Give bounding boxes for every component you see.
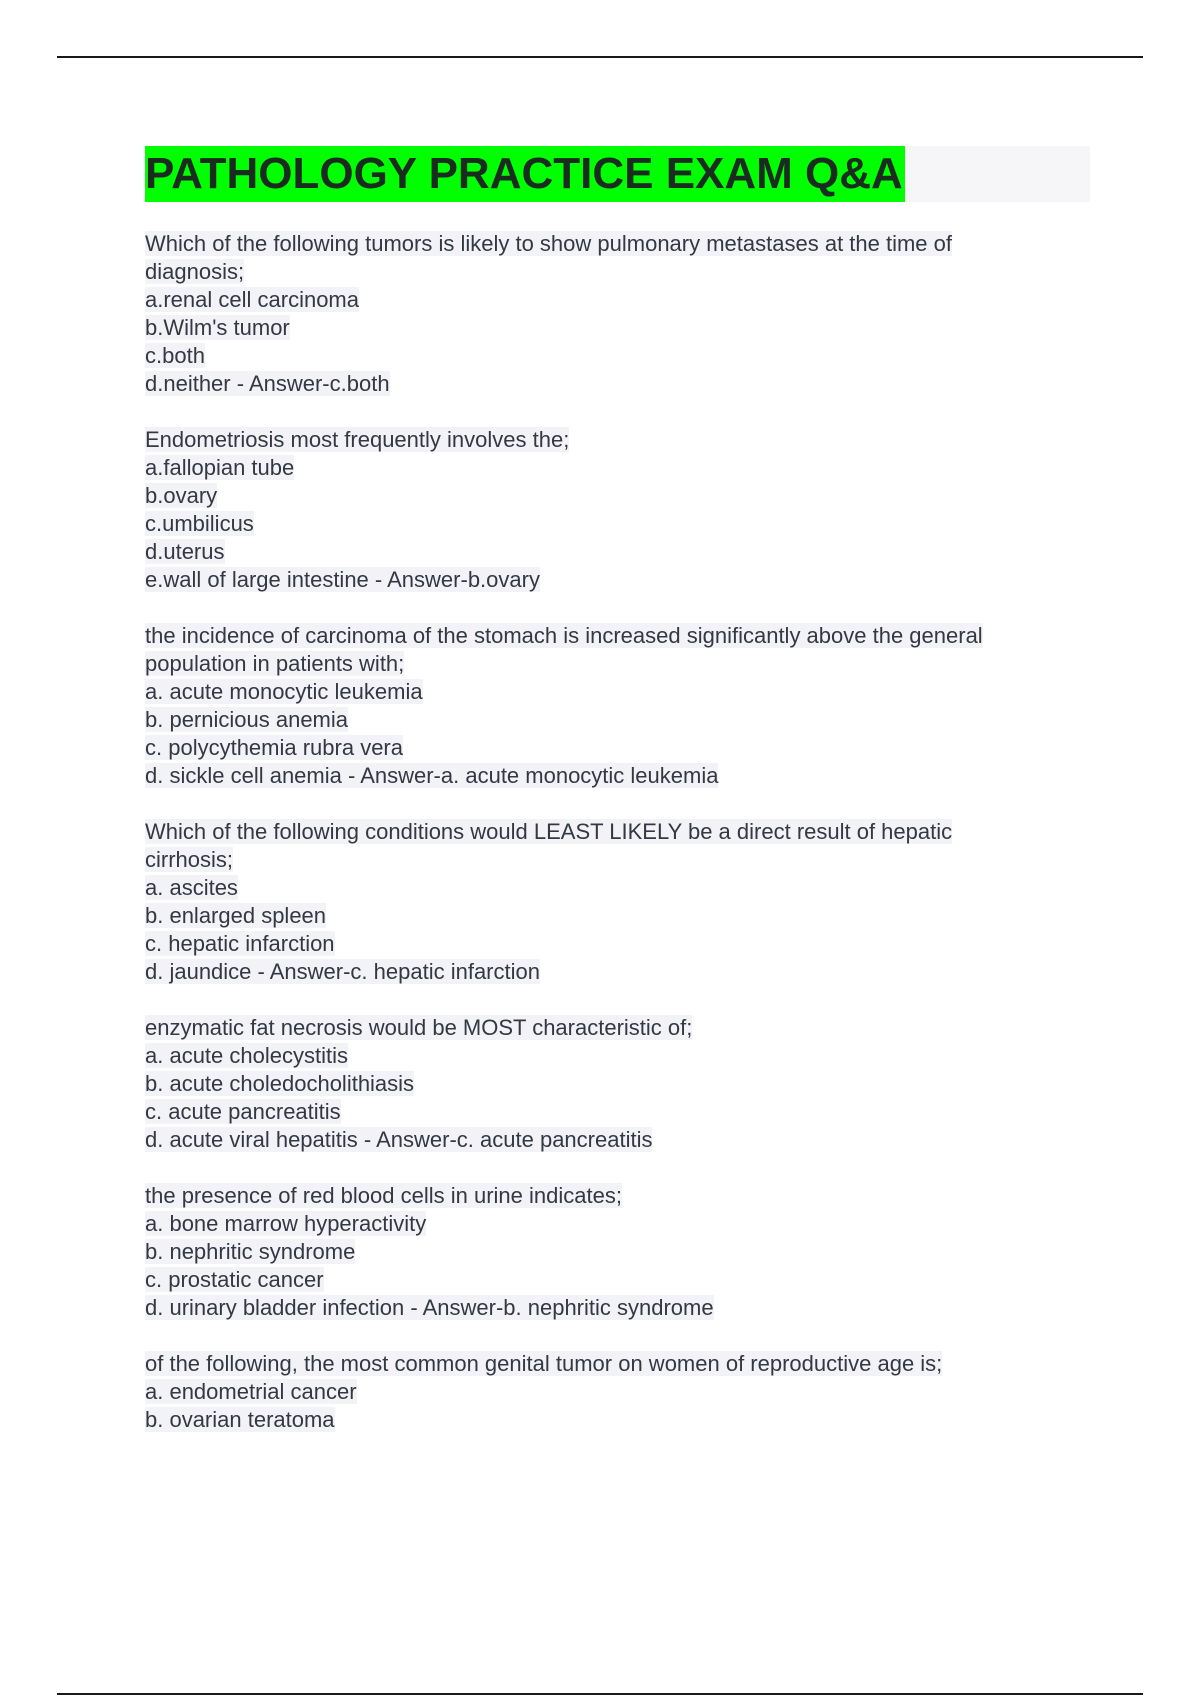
question-text: the presence of red blood cells in urine indicates; — [145, 1183, 622, 1208]
answer-option: b. ovarian teratoma — [145, 1407, 335, 1432]
question-text: diagnosis; — [145, 259, 245, 284]
answer-option: a. acute cholecystitis — [145, 1043, 348, 1068]
answer-option: a. acute monocytic leukemia — [145, 679, 423, 704]
answer-option: b. enlarged spleen — [145, 903, 327, 928]
answer-option: a.renal cell carcinoma — [145, 287, 359, 312]
top-rule — [57, 56, 1143, 58]
answer-option: b.ovary — [145, 483, 218, 508]
answer-option: a.fallopian tube — [145, 455, 295, 480]
answer-option: c.umbilicus — [145, 511, 254, 536]
question-text: population in patients with; — [145, 651, 405, 676]
question-text: enzymatic fat necrosis would be MOST characteristic of; — [145, 1015, 693, 1040]
question-block-5 — [145, 1014, 1090, 1154]
question-block-6 — [145, 1182, 1090, 1322]
answer-option: c. hepatic infarction — [145, 931, 335, 956]
answer-option: c.both — [145, 343, 205, 368]
answer-option: c. prostatic cancer — [145, 1267, 324, 1292]
answer-option: b. acute choledocholithiasis — [145, 1071, 415, 1096]
bottom-rule — [57, 1693, 1143, 1695]
answer-option: b. pernicious anemia — [145, 707, 349, 732]
answer-option: c. acute pancreatitis — [145, 1099, 341, 1124]
question-text: cirrhosis; — [145, 847, 234, 872]
question-text: Which of the following conditions would LEAST LIKELY be a direct result of hepatic — [145, 819, 953, 844]
question-block-4 — [145, 818, 1090, 986]
answer-option: a. endometrial cancer — [145, 1379, 357, 1404]
answer-option: a. bone marrow hyperactivity — [145, 1211, 427, 1236]
question-block-3 — [145, 622, 1090, 790]
answer-option: d.uterus — [145, 539, 225, 564]
question-text: the incidence of carcinoma of the stomach is increased significantly above the general — [145, 623, 983, 648]
question-block-2 — [145, 426, 1090, 594]
answer-option: b.Wilm's tumor — [145, 315, 290, 340]
question-text: of the following, the most common genital tumor on women of reproductive age is; — [145, 1351, 943, 1376]
answer-option: b. nephritic syndrome — [145, 1239, 356, 1264]
answer-option: d. sickle cell anemia - Answer-a. acute monocytic leukemia — [145, 763, 719, 788]
question-text: Which of the following tumors is likely to show pulmonary metastases at the time of — [145, 231, 953, 256]
title-band — [145, 146, 1090, 202]
answer-option: d. jaundice - Answer-c. hepatic infarction — [145, 959, 540, 984]
page-title: PATHOLOGY PRACTICE EXAM Q&A — [145, 146, 905, 202]
answer-option: a. ascites — [145, 875, 238, 900]
answer-option: d. acute viral hepatitis - Answer-c. acute pancreatitis — [145, 1127, 653, 1152]
answer-option: e.wall of large intestine - Answer-b.ovary — [145, 567, 540, 592]
question-block-7 — [145, 1350, 1090, 1434]
question-text: Endometriosis most frequently involves the; — [145, 427, 570, 452]
document-body — [145, 146, 1090, 1434]
answer-option: c. polycythemia rubra vera — [145, 735, 403, 760]
question-block-1 — [145, 230, 1090, 398]
answer-option: d. urinary bladder infection - Answer-b. nephritic syndrome — [145, 1295, 714, 1320]
answer-option: d.neither - Answer-c.both — [145, 371, 390, 396]
